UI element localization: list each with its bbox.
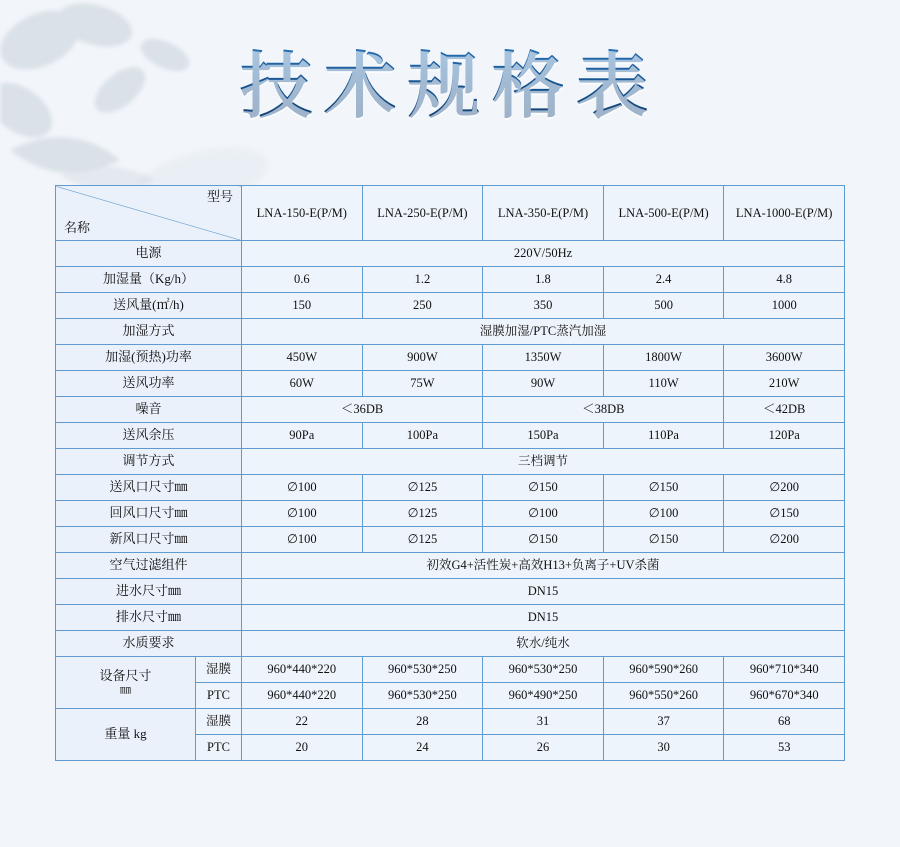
table-row [56, 449, 845, 475]
row-value-1: ∅100 [242, 527, 363, 553]
row-value-2: 960*530*250 [362, 657, 483, 683]
row-value-4: 110W [603, 371, 724, 397]
row-value-group-2: ＜38DB [483, 397, 724, 423]
table-row [56, 319, 845, 345]
row-label: 回风口尺寸㎜ [56, 501, 242, 527]
row-value-3: 1350W [483, 345, 604, 371]
row-value-4: 1800W [603, 345, 724, 371]
row-value-4: 110Pa [603, 423, 724, 449]
row-value-3: 960*490*250 [483, 683, 604, 709]
row-value-merged: 初效G4+活性炭+高效H13+负离子+UV杀菌 [242, 553, 845, 579]
row-value-1: 960*440*220 [242, 657, 363, 683]
row-value-1: 960*440*220 [242, 683, 363, 709]
table-row [56, 501, 845, 527]
page-title-wrap [0, 28, 900, 132]
row-value-merged: DN15 [242, 605, 845, 631]
row-value-3: ∅150 [483, 527, 604, 553]
row-value-5: 68 [724, 709, 845, 735]
row-value-1: 60W [242, 371, 363, 397]
group-subrow-label: PTC [196, 735, 242, 761]
row-value-3: 31 [483, 709, 604, 735]
table-row [56, 527, 845, 553]
row-value-4: ∅150 [603, 475, 724, 501]
model-header-3: LNA-350-E(P/M) [483, 186, 604, 241]
row-label: 空气过滤组件 [56, 553, 242, 579]
row-value-2: 250 [362, 293, 483, 319]
row-label: 加湿(预热)功率 [56, 345, 242, 371]
group-row-label: 设备尺寸 ㎜ [56, 657, 196, 709]
row-value-1: 22 [242, 709, 363, 735]
group-subrow-label: 湿膜 [196, 709, 242, 735]
row-label: 送风口尺寸㎜ [56, 475, 242, 501]
row-value-1: 90Pa [242, 423, 363, 449]
row-value-2: ∅125 [362, 527, 483, 553]
table-row [56, 709, 845, 735]
row-value-4: 960*550*260 [603, 683, 724, 709]
row-value-2: 24 [362, 735, 483, 761]
row-value-4: 500 [603, 293, 724, 319]
row-value-3: 960*530*250 [483, 657, 604, 683]
row-value-3: 150Pa [483, 423, 604, 449]
row-value-2: 1.2 [362, 267, 483, 293]
row-value-1: 0.6 [242, 267, 363, 293]
page-title: 技术规格表 [240, 28, 660, 132]
table-corner-cell [56, 186, 242, 241]
row-label: 电源 [56, 241, 242, 267]
row-value-1: ∅100 [242, 501, 363, 527]
row-value-4: 2.4 [603, 267, 724, 293]
row-value-merged: 220V/50Hz [242, 241, 845, 267]
table-row [56, 371, 845, 397]
row-value-2: 900W [362, 345, 483, 371]
row-label: 加湿方式 [56, 319, 242, 345]
model-header-2: LNA-250-E(P/M) [362, 186, 483, 241]
row-value-group-1: ＜36DB [242, 397, 483, 423]
row-value-merged: 湿膜加湿/PTC蒸汽加湿 [242, 319, 845, 345]
table-row [56, 475, 845, 501]
row-value-5: 53 [724, 735, 845, 761]
group-subrow-label: 湿膜 [196, 657, 242, 683]
row-value-3: ∅100 [483, 501, 604, 527]
row-value-5: 120Pa [724, 423, 845, 449]
model-header-4: LNA-500-E(P/M) [603, 186, 724, 241]
row-value-1: 450W [242, 345, 363, 371]
row-value-4: ∅100 [603, 501, 724, 527]
model-header-1: LNA-150-E(P/M) [242, 186, 363, 241]
table-row [56, 345, 845, 371]
row-value-4: ∅150 [603, 527, 724, 553]
row-value-5: 4.8 [724, 267, 845, 293]
row-value-3: 1.8 [483, 267, 604, 293]
row-value-2: 75W [362, 371, 483, 397]
row-label: 新风口尺寸㎜ [56, 527, 242, 553]
row-value-2: 100Pa [362, 423, 483, 449]
row-value-3: 350 [483, 293, 604, 319]
row-value-4: 37 [603, 709, 724, 735]
row-value-1: ∅100 [242, 475, 363, 501]
row-value-5: 3600W [724, 345, 845, 371]
spec-table [55, 185, 845, 761]
row-value-3: ∅150 [483, 475, 604, 501]
row-value-1: 150 [242, 293, 363, 319]
model-header-5: LNA-1000-E(P/M) [724, 186, 845, 241]
row-value-3: 90W [483, 371, 604, 397]
table-row [56, 423, 845, 449]
table-row [56, 293, 845, 319]
row-value-merged: 软水/纯水 [242, 631, 845, 657]
row-label: 送风功率 [56, 371, 242, 397]
table-row [56, 657, 845, 683]
row-value-5: 1000 [724, 293, 845, 319]
row-label: 送风余压 [56, 423, 242, 449]
row-value-5: 210W [724, 371, 845, 397]
table-row [56, 553, 845, 579]
table-row [56, 631, 845, 657]
table-row [56, 579, 845, 605]
corner-name-label: 名称 [64, 220, 91, 236]
row-value-4: 30 [603, 735, 724, 761]
row-label: 噪音 [56, 397, 242, 423]
row-value-5: ∅200 [724, 527, 845, 553]
table-row [56, 241, 845, 267]
row-value-group-3: ＜42DB [724, 397, 845, 423]
row-value-1: 20 [242, 735, 363, 761]
row-value-2: 960*530*250 [362, 683, 483, 709]
table-row [56, 267, 845, 293]
row-label: 加湿量（Kg/h） [56, 267, 242, 293]
table-header-row [56, 186, 845, 241]
group-subrow-label: PTC [196, 683, 242, 709]
row-value-5: 960*670*340 [724, 683, 845, 709]
row-value-5: ∅150 [724, 501, 845, 527]
row-value-2: ∅125 [362, 501, 483, 527]
group-row-label: 重量 kg [56, 709, 196, 761]
table-row [56, 397, 845, 423]
spec-table-area [55, 185, 845, 761]
row-value-3: 26 [483, 735, 604, 761]
row-value-merged: 三档调节 [242, 449, 845, 475]
table-row [56, 605, 845, 631]
row-label: 送风量(㎡/h) [56, 293, 242, 319]
row-label: 进水尺寸㎜ [56, 579, 242, 605]
row-label: 排水尺寸㎜ [56, 605, 242, 631]
row-value-4: 960*590*260 [603, 657, 724, 683]
row-value-5: ∅200 [724, 475, 845, 501]
row-label: 水质要求 [56, 631, 242, 657]
corner-model-label: 型号 [206, 189, 233, 204]
row-value-2: 28 [362, 709, 483, 735]
row-value-2: ∅125 [362, 475, 483, 501]
row-value-merged: DN15 [242, 579, 845, 605]
row-label: 调节方式 [56, 449, 242, 475]
row-value-5: 960*710*340 [724, 657, 845, 683]
